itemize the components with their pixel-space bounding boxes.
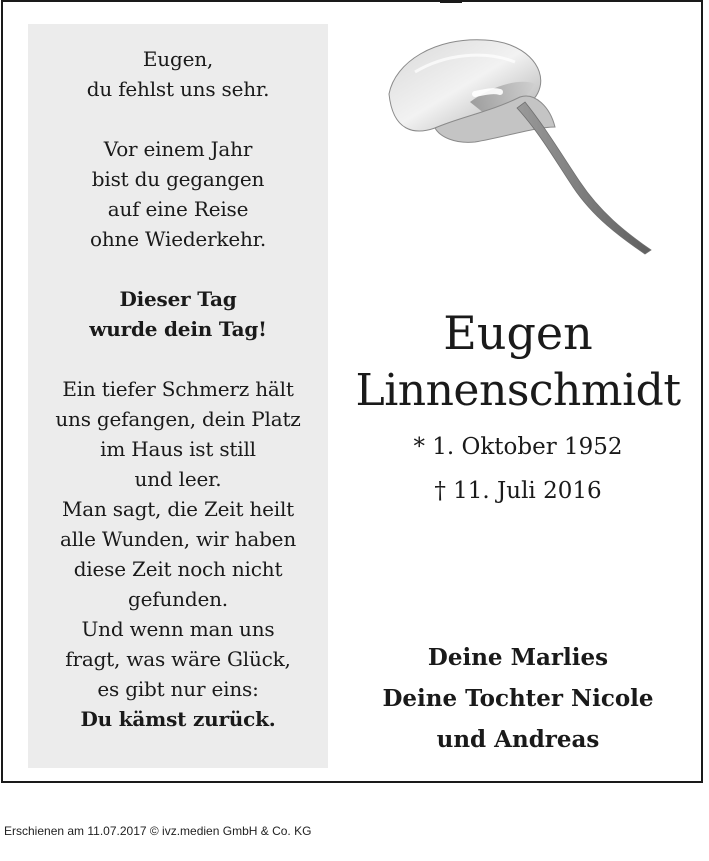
poem-line: und leer. [134,467,222,491]
death-date: † 11. Juli 2016 [434,478,602,504]
poem-line: du fehlst uns sehr. [86,77,270,101]
poem-line: wurde dein Tag! [89,317,267,341]
poem-line: diese Zeit noch nicht [73,557,283,581]
calla-lily-image [375,32,665,257]
poem-line: Eugen, [142,47,214,71]
poem-line: gefunden. [128,587,228,611]
poem-line: Dieser Tag [119,287,237,311]
poem-line: Man sagt, die Zeit heilt [61,497,295,521]
poem-line: fragt, was wäre Glück, [65,647,291,671]
poem-line: es gibt nur eins: [97,677,259,701]
top-edge-mark [440,0,462,3]
poem-closing-line: Du kämst zurück. [80,707,276,731]
deceased-first-name: Eugen [443,306,593,360]
poem-line: alle Wunden, wir haben [59,527,296,551]
poem-line: bist du gegangen [91,167,265,191]
obituary-frame [1,0,703,783]
publication-footer: Erschienen am 11.07.2017 © ivz.medien GmbH & Co. KG [4,824,312,838]
signoff-line: und Andreas [436,726,600,753]
poem-line: im Haus ist still [100,437,256,461]
poem-line: Vor einem Jahr [103,137,253,161]
signoff-line: Deine Marlies [427,644,609,671]
birth-date: * 1. Oktober 1952 [413,434,623,460]
signoff-block [338,637,698,760]
poem-line: Und wenn man uns [81,617,275,641]
deceased-last-name: Linnenschmidt [355,365,681,416]
poem-line: Ein tiefer Schmerz hält [62,377,294,401]
poem-line: ohne Wiederkehr. [90,227,266,251]
signoff-line: Deine Tochter Nicole [382,685,654,712]
poem-line: uns gefangen, dein Platz [55,407,301,431]
poem-panel [28,24,328,768]
poem-line: auf eine Reise [107,197,249,221]
